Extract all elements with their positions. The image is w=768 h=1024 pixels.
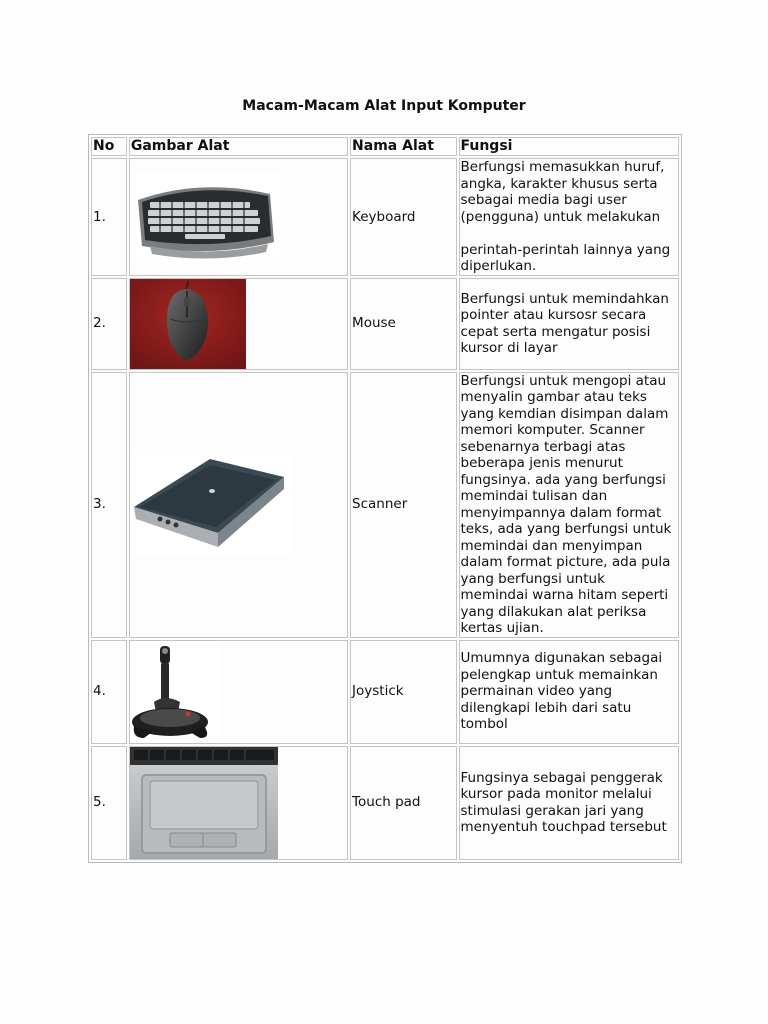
device-name: Touch pad bbox=[350, 746, 456, 860]
device-function: Umumnya digunakan sebagai pelengkap untuk memainkan permainan video yang dilengkapi lebih dari satu tombol bbox=[459, 640, 680, 744]
table-row bbox=[91, 640, 679, 744]
header-nama: Nama Alat bbox=[350, 137, 456, 156]
table-row bbox=[91, 278, 679, 370]
row-number: 2. bbox=[91, 278, 127, 370]
header-gambar: Gambar Alat bbox=[129, 137, 348, 156]
device-function: Fungsinya sebagai penggerak kursor pada monitor melalui stimulasi gerakan jari yang menyentuh touchpad tersebut bbox=[459, 746, 680, 860]
header-fungsi: Fungsi bbox=[459, 137, 680, 156]
row-number: 3. bbox=[91, 372, 127, 638]
table-row bbox=[91, 746, 679, 860]
input-devices-table bbox=[88, 134, 682, 863]
row-number: 5. bbox=[91, 746, 127, 860]
table-row bbox=[91, 158, 679, 276]
device-function: Berfungsi untuk mengopi atau menyalin gambar atau teks yang kemdian disimpan dalam memori komputer. Scanner sebenarnya terbagi atas beberapa jenis menurut fungsinya. ada yang berfungsi memindai tulisan dan menyimpannya dalam format teks, ada yang berfungsi untuk memindai dan menyimpan dalam format picture, ada pula yang berfungsi untuk memindai warna hitam seperti yang dilakukan alat periksa kertas ujian. bbox=[459, 372, 680, 638]
joystick-photo bbox=[129, 640, 348, 744]
device-name: Mouse bbox=[350, 278, 456, 370]
device-name: Keyboard bbox=[350, 158, 456, 276]
touchpad-photo bbox=[129, 746, 348, 860]
scanner-photo bbox=[129, 372, 348, 638]
device-function: Berfungsi memasukkan huruf, angka, karakter khusus serta sebagai media bagi user (pengguna) untuk melakukan perintah-perintah lainnya yang diperlukan. bbox=[459, 158, 680, 276]
keyboard-photo bbox=[129, 158, 348, 276]
header-no: No bbox=[91, 137, 127, 156]
row-number: 1. bbox=[91, 158, 127, 276]
device-name: Joystick bbox=[350, 640, 456, 744]
table-header-row bbox=[91, 137, 679, 156]
mouse-photo bbox=[129, 278, 348, 370]
row-number: 4. bbox=[91, 640, 127, 744]
device-name: Scanner bbox=[350, 372, 456, 638]
device-function: Berfungsi untuk memindahkan pointer atau kursosr secara cepat serta mengatur posisi kursor di layar bbox=[459, 278, 680, 370]
table-row bbox=[91, 372, 679, 638]
document-title: Macam-Macam Alat Input Komputer bbox=[242, 98, 526, 114]
